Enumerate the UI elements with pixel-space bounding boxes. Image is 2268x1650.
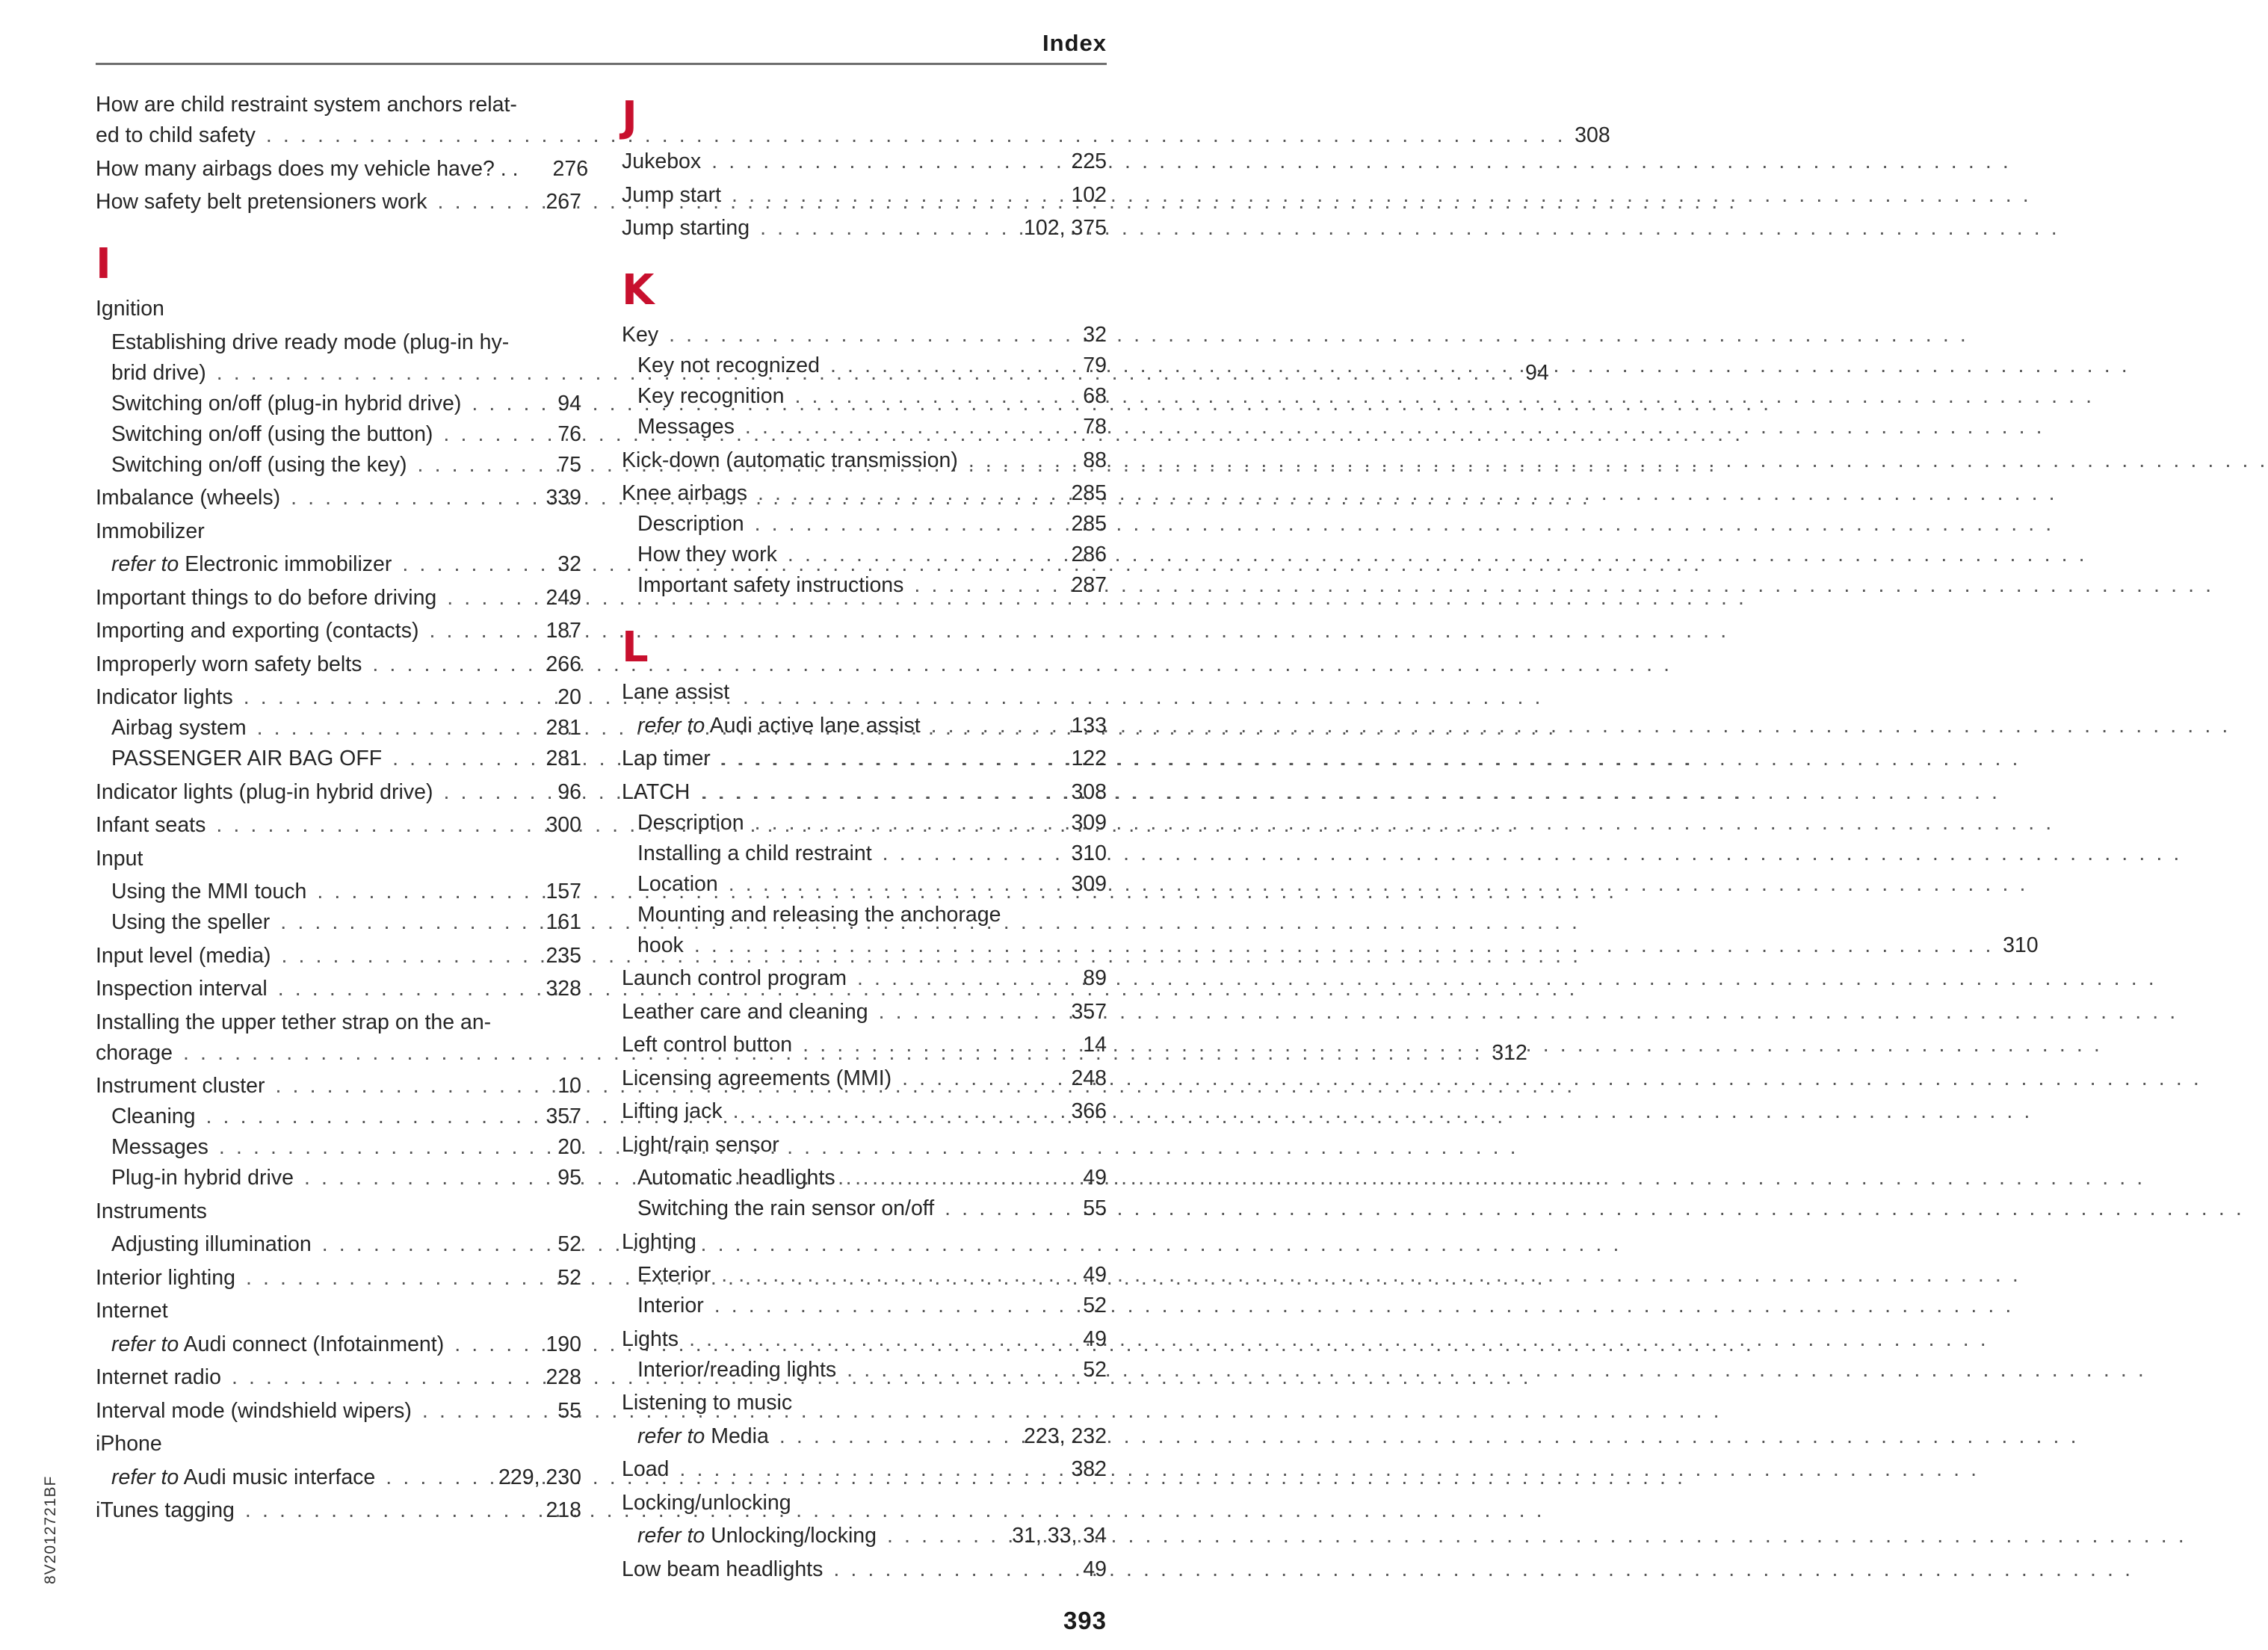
index-subentry xyxy=(96,907,581,938)
entry-text: How safety belt pretensioners work xyxy=(96,190,427,214)
entry-text: Interior xyxy=(637,1294,704,1317)
index-entry xyxy=(622,1063,1107,1094)
index-entry xyxy=(622,1388,1107,1418)
index-entry xyxy=(96,1495,581,1526)
page-ref: 49 xyxy=(1083,1557,1107,1581)
refer-to-label: refer to xyxy=(637,1424,705,1448)
index-entry xyxy=(96,483,581,513)
entry-text: Mounting and releasing the anchorage xyxy=(637,902,1001,927)
entry-text: Instruments xyxy=(96,1199,207,1223)
page-ref: 49 xyxy=(1083,1326,1107,1351)
index-entry xyxy=(622,1227,1107,1258)
page-number: 393 xyxy=(1063,1607,1107,1634)
index-subentry xyxy=(96,450,581,481)
index-entry xyxy=(96,810,581,841)
entry-text: Important things to do before driving xyxy=(96,585,437,610)
page-ref: 32 xyxy=(1083,323,1107,347)
section-letter-l: L xyxy=(622,623,649,672)
index-subentry xyxy=(96,877,581,907)
index-subentry xyxy=(96,419,581,450)
entry-text: Immobilizer xyxy=(96,519,205,543)
entry-text: Indicator lights (plug-in hybrid drive) xyxy=(96,779,433,804)
index-entry xyxy=(622,963,1107,994)
page-ref: 20 xyxy=(557,1135,581,1159)
entry-text: Lights xyxy=(622,1326,679,1351)
index-subentry xyxy=(622,1193,1107,1224)
page-ref: 235 xyxy=(546,943,581,968)
page-ref: 310 xyxy=(2003,933,2039,957)
index-subentry xyxy=(96,1132,581,1163)
page-ref: 161 xyxy=(546,910,581,934)
entry-text: Interior/reading lights xyxy=(637,1357,837,1382)
entry-text: Cleaning xyxy=(111,1104,196,1128)
index-subentry xyxy=(96,1101,581,1132)
entry-text: Messages xyxy=(111,1135,208,1159)
page-ref: 328 xyxy=(546,977,581,1001)
index-subentry xyxy=(622,350,1107,381)
index-entry xyxy=(622,677,1107,708)
entry-text: Using the MMI touch xyxy=(111,880,307,903)
index-entry xyxy=(96,777,581,808)
index-entry xyxy=(622,744,1107,774)
entry-text: Electronic immobilizer xyxy=(185,552,392,576)
page-ref: 281 xyxy=(546,747,581,770)
page-ref: 88 xyxy=(1083,448,1107,472)
entry-text: Important safety instructions xyxy=(637,573,904,597)
entry-text: Switching on/off (plug-in hybrid drive) xyxy=(111,391,462,415)
page-ref: 357 xyxy=(546,1104,581,1128)
page-ref: 102 xyxy=(1071,182,1107,207)
refer-to-label: refer to xyxy=(637,713,705,738)
entry-text: Lane assist xyxy=(622,680,730,704)
page-ref: 382 xyxy=(1071,1457,1107,1481)
page-ref: 249 xyxy=(546,585,581,610)
entry-text: Low beam headlights xyxy=(622,1557,824,1581)
entry-text: Key xyxy=(622,323,659,347)
index-entry xyxy=(96,844,581,874)
entry-text: Importing and exporting (contacts) xyxy=(96,619,419,643)
entry-text: How many airbags does my vehicle have? . . xyxy=(96,156,519,181)
index-entry xyxy=(622,146,1107,177)
section-letter-k: K xyxy=(622,266,655,315)
entry-text: Lap timer xyxy=(622,747,711,770)
index-entry xyxy=(622,777,1107,808)
entry-text: How are child restraint system anchors relat- xyxy=(96,93,517,117)
page-ref: 285 xyxy=(1071,512,1107,536)
entry-text: Automatic headlights xyxy=(637,1166,835,1190)
entry-text: Leather care and cleaning xyxy=(622,999,868,1024)
index-entry xyxy=(96,1263,581,1294)
index-subentry xyxy=(622,412,1107,442)
index-entry xyxy=(96,1071,581,1101)
entry-text: Key recognition xyxy=(637,384,785,408)
entry-text: Messages xyxy=(637,415,735,439)
entry-text: Establishing drive ready mode (plug-in hy- xyxy=(111,330,510,354)
refer-to-label: refer to xyxy=(111,552,179,576)
index-subentry xyxy=(622,1521,1107,1551)
entry-text: Switching the rain sensor on/off xyxy=(637,1196,935,1220)
page-ref: 309 xyxy=(1071,871,1107,896)
entry-text: Switching on/off (using the button) xyxy=(111,421,433,446)
page-ref: 300 xyxy=(546,813,581,837)
page-ref: 133 xyxy=(1071,713,1107,738)
index-subentry xyxy=(96,1462,581,1493)
entry-text: Lifting jack xyxy=(622,1099,723,1123)
page-ref: 52 xyxy=(1083,1357,1107,1382)
index-subentry xyxy=(622,808,1107,838)
entry-text: Unlocking/locking xyxy=(711,1524,877,1548)
page-ref: 49 xyxy=(1083,1166,1107,1190)
index-subentry xyxy=(96,744,581,774)
page-ref: 276 xyxy=(552,156,589,181)
entry-text: Installing the upper tether strap on the an- xyxy=(96,1010,492,1034)
entry-text: Ignition xyxy=(96,297,164,321)
page-ref: 96 xyxy=(557,779,581,804)
index-entry xyxy=(622,1130,1107,1161)
entry-text: Switching on/off (using the key) xyxy=(111,452,407,477)
index-subentry xyxy=(622,1260,1107,1291)
index-subentry xyxy=(96,389,581,419)
index-subentry xyxy=(622,1355,1107,1385)
index-entry xyxy=(622,1554,1107,1585)
page-ref: 52 xyxy=(1083,1294,1107,1317)
page-ref: 187 xyxy=(546,619,581,643)
page-ref: 223, 232 xyxy=(1024,1424,1107,1448)
page-ref: 20 xyxy=(557,685,581,709)
entry-text: Interval mode (windshield wipers) xyxy=(96,1398,412,1423)
page-ref: 31, 33, 34 xyxy=(1012,1524,1107,1548)
index-entry xyxy=(96,682,581,713)
page-ref: 366 xyxy=(1071,1099,1107,1123)
index-entry xyxy=(96,154,589,185)
page-ref: 225 xyxy=(1071,149,1107,173)
index-subentry xyxy=(96,1229,581,1260)
page-ref: 32 xyxy=(557,552,581,576)
index-subentry xyxy=(622,900,2039,961)
entry-text: ed to child safety xyxy=(96,123,256,147)
entry-text: Listening to music xyxy=(622,1391,793,1415)
index-entry xyxy=(96,1362,581,1393)
index-subentry xyxy=(622,1291,1107,1321)
index-entry xyxy=(96,974,581,1004)
index-subentry xyxy=(622,838,1107,869)
entry-text: LATCH xyxy=(622,779,690,804)
index-subentry xyxy=(96,713,581,744)
document-code: 8V2012721BF xyxy=(42,1475,59,1584)
index-entry xyxy=(96,616,581,646)
page-ref: 339 xyxy=(546,486,581,510)
entry-text: Adjusting illumination xyxy=(111,1232,312,1256)
page-ref: 308 xyxy=(1071,779,1107,804)
page-ref: 229, 230 xyxy=(498,1465,581,1489)
index-entry xyxy=(622,478,1107,509)
page-ref: 228 xyxy=(546,1365,581,1389)
index-subentry xyxy=(622,1163,1107,1193)
entry-text: chorage xyxy=(96,1040,173,1065)
page-ref: 286 xyxy=(1071,543,1107,566)
page-ref: 95 xyxy=(557,1166,581,1190)
page-ref: 287 xyxy=(1071,573,1107,597)
entry-text: Launch control program xyxy=(622,966,847,990)
page-ref: 78 xyxy=(1083,415,1107,439)
index-entry xyxy=(96,516,581,547)
page-ref: 68 xyxy=(1083,384,1107,408)
page-ref: 357 xyxy=(1071,999,1107,1024)
entry-text: Using the speller xyxy=(111,910,271,934)
header-divider xyxy=(96,63,1107,65)
index-entry xyxy=(96,1296,581,1326)
page-ref: 285 xyxy=(1071,481,1107,505)
page-ref: 94 xyxy=(557,391,581,415)
page-ref: 52 xyxy=(557,1232,581,1256)
entry-text: Licensing agreements (MMI) xyxy=(622,1066,892,1090)
entry-text: Lighting xyxy=(622,1229,696,1254)
index-subentry xyxy=(96,549,581,580)
index-subentry xyxy=(622,381,1107,412)
page-ref: 76 xyxy=(557,421,581,446)
entry-text: Input level (media) xyxy=(96,943,271,968)
entry-text: Locking/unlocking xyxy=(622,1490,791,1515)
index-entry xyxy=(96,1396,581,1427)
index-entry xyxy=(96,294,581,324)
entry-text: Kick-down (automatic transmission) xyxy=(622,448,958,472)
index-entry xyxy=(96,941,581,971)
refer-to-label: refer to xyxy=(111,1465,179,1489)
index-entry xyxy=(96,90,1610,151)
page-ref: 10 xyxy=(557,1074,581,1098)
entry-text: Infant seats xyxy=(96,813,206,837)
page-ref: 310 xyxy=(1071,841,1107,865)
entry-text: Plug-in hybrid drive xyxy=(111,1166,294,1190)
entry-text: How they work xyxy=(637,543,777,566)
index-entry xyxy=(622,1324,1107,1355)
refer-to-label: refer to xyxy=(111,1332,179,1356)
entry-text: iTunes tagging xyxy=(96,1498,235,1522)
index-entry xyxy=(622,320,1107,350)
index-entry xyxy=(622,1454,1107,1485)
page-ref: 89 xyxy=(1083,966,1107,990)
page-ref: 157 xyxy=(546,880,581,903)
index-entry xyxy=(622,1488,1107,1518)
section-letter-i: I xyxy=(96,240,111,288)
refer-to-label: refer to xyxy=(637,1524,705,1548)
page-ref: 308 xyxy=(1575,123,1610,147)
page-ref: 122 xyxy=(1071,747,1107,770)
section-letter-j: J xyxy=(622,93,637,141)
page-ref: 55 xyxy=(557,1398,581,1423)
entry-text: Jump start xyxy=(622,182,722,207)
index-entry xyxy=(622,1030,1107,1060)
page-ref: 75 xyxy=(557,452,581,477)
index-subentry xyxy=(96,1329,581,1360)
index-entry xyxy=(96,649,581,680)
entry-text: Left control button xyxy=(622,1033,793,1057)
page-ref: 14 xyxy=(1083,1033,1107,1057)
page-ref: 266 xyxy=(546,652,581,676)
entry-text: Airbag system xyxy=(111,716,247,740)
page-ref: 281 xyxy=(546,716,581,740)
index-entry xyxy=(96,187,581,217)
page-ref: 218 xyxy=(546,1498,581,1522)
index-entry xyxy=(622,445,1107,476)
entry-text: Load xyxy=(622,1457,670,1481)
entry-text: Audi connect (Infotainment) xyxy=(183,1332,445,1356)
entry-text: Jukebox xyxy=(622,149,702,173)
page-ref: 94 xyxy=(1524,360,1549,385)
entry-text: Instrument cluster xyxy=(96,1074,265,1098)
index-subentry xyxy=(622,1421,1107,1452)
entry-text: Light/rain sensor xyxy=(622,1132,779,1157)
index-subentry xyxy=(622,570,1107,601)
entry-text: Internet radio xyxy=(96,1365,221,1389)
page-ref: 102, 375 xyxy=(1024,216,1107,240)
page-ref: 248 xyxy=(1071,1066,1107,1090)
entry-text: Indicator lights xyxy=(96,685,233,709)
page-ref: 190 xyxy=(546,1332,581,1356)
index-subentry xyxy=(622,540,1107,570)
entry-text: hook xyxy=(637,933,684,957)
page-ref: 52 xyxy=(557,1265,581,1290)
entry-text: Description xyxy=(637,810,744,835)
entry-text: Key not recognized xyxy=(637,353,820,377)
entry-text: Inspection interval xyxy=(96,977,268,1001)
entry-text: PASSENGER AIR BAG OFF xyxy=(111,747,383,770)
entry-text: Improperly worn safety belts xyxy=(96,652,362,676)
page-ref: 267 xyxy=(546,190,581,214)
entry-text: Audi music interface xyxy=(183,1465,376,1489)
entry-text: Jump starting xyxy=(622,216,750,240)
entry-text: brid drive) xyxy=(111,360,206,385)
entry-text: Imbalance (wheels) xyxy=(96,486,281,510)
index-entry xyxy=(96,1196,581,1227)
index-entry xyxy=(622,213,1107,244)
index-entry xyxy=(96,1429,581,1459)
index-subentry xyxy=(622,509,1107,540)
entry-text: Knee airbags xyxy=(622,481,747,505)
entry-text: Location xyxy=(637,871,718,896)
page-ref: 309 xyxy=(1071,810,1107,835)
index-entry xyxy=(96,583,581,614)
page-ref: 49 xyxy=(1083,1263,1107,1287)
entry-text: Input xyxy=(96,846,143,871)
entry-text: Audi active lane assist xyxy=(709,713,921,738)
entry-text: Interior lighting xyxy=(96,1265,235,1290)
entry-text: Description xyxy=(637,512,744,536)
entry-text: Internet xyxy=(96,1299,168,1323)
entry-text: Exterior xyxy=(637,1263,711,1287)
index-entry xyxy=(622,180,1107,211)
index-entry xyxy=(622,997,1107,1028)
page-ref: 79 xyxy=(1083,353,1107,377)
entry-text: iPhone xyxy=(96,1432,162,1456)
entry-text: Installing a child restraint xyxy=(637,841,872,865)
page-ref: 312 xyxy=(1492,1040,1527,1065)
index-subentry xyxy=(622,711,1107,741)
page-header-title: Index xyxy=(1042,30,1107,56)
index-entry xyxy=(622,1096,1107,1127)
index-subentry xyxy=(622,869,1107,900)
entry-text: Media xyxy=(711,1424,769,1448)
index-subentry xyxy=(96,1163,581,1193)
page-ref: 55 xyxy=(1083,1196,1107,1220)
